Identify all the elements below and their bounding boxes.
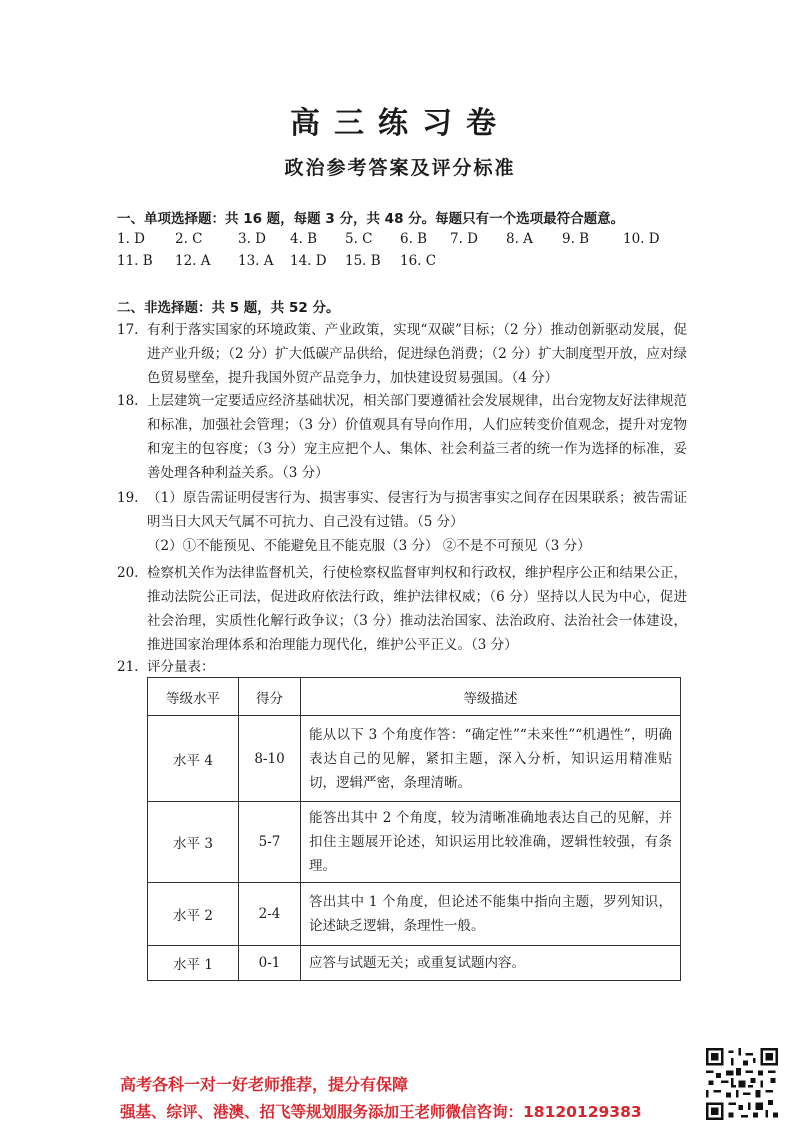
answer-item: 2. C bbox=[175, 231, 203, 247]
score-cell: 5-7 bbox=[239, 802, 301, 883]
answer-item: 15. B bbox=[345, 253, 381, 269]
promo-line-2[interactable]: 强基、综评、港澳、招飞等规划服务添加王老师微信咨询：18120129383 bbox=[120, 1103, 642, 1121]
score-cell: 0-1 bbox=[239, 946, 301, 981]
answer-item: 5. C bbox=[345, 231, 373, 247]
question-answer: 检察机关作为法律监督机关，行使检察权监督审判权和行政权，维护程序公正和结果公正，推动法院公正司法，促进政府依法行政，维护法律权威；（6 分）坚持以人民为中心，促进社会治理，实质性化解行政争议；（3 分）推动法治国家、法治政府、法治社会一体建设，推进国家治理体系和治理能力现代化，维护公平正义。（3 分） bbox=[147, 565, 687, 653]
description-cell: 能从以下 3 个角度作答：“确定性”“未来性”“机遇性”，明确表达自己的见解，紧扣主题，深入分析，知识运用精准贴切，逻辑严密，条理清晰。 bbox=[301, 716, 681, 802]
description-cell: 答出其中 1 个角度，但论述不能集中指向主题，罗列知识，论述缺乏逻辑，条理性一般。 bbox=[301, 883, 681, 946]
level-cell: 水平 4 bbox=[148, 716, 239, 802]
answer-item: 12. A bbox=[175, 253, 211, 269]
answer-part-2: （2）①不能预见、不能避免且不能克服（3 分） ②不是不可预见（3 分） bbox=[147, 538, 591, 554]
score-cell: 8-10 bbox=[239, 716, 301, 802]
answer-item: 16. C bbox=[400, 253, 437, 269]
question-17 bbox=[117, 318, 687, 390]
level-cell: 水平 1 bbox=[148, 946, 239, 981]
answer-part-1: （1）原告需证明侵害行为、损害事实、侵害行为与损害事实之间存在因果联系；被告需证明当日大风天气属不可抗力、自己没有过错。（5 分） bbox=[147, 490, 687, 530]
question-answer bbox=[147, 486, 687, 558]
question-number: 21. bbox=[117, 659, 139, 675]
answer-item: 3. D bbox=[238, 231, 266, 247]
section1-heading: 一、单项选择题：共 16 题，每题 3 分，共 48 分。每题只有一个选项最符合题意。 bbox=[117, 211, 625, 227]
question-answer: 上层建筑一定要适应经济基础状况，相关部门要遵循社会发展规律，出台宠物友好法律规范和标准，加强社会管理；（3 分）价值观具有导向作用，人们应转变价值观念，提升对宠物和宠主的包容度；（3 分）宠主应把个人、集体、社会利益三者的统一作为选择的标准，妥善处理各种利益关系。（3 分） bbox=[147, 393, 687, 481]
answer-item: 10. D bbox=[623, 231, 660, 247]
question-21 bbox=[117, 655, 687, 679]
level-cell: 水平 2 bbox=[148, 883, 239, 946]
question-20 bbox=[117, 561, 687, 657]
answer-item: 1. D bbox=[117, 231, 145, 247]
promo-line-1[interactable]: 高考各科一对一好老师推荐，提分有保障 bbox=[120, 1075, 409, 1094]
answer-item: 9. B bbox=[562, 231, 590, 247]
score-cell: 2-4 bbox=[239, 883, 301, 946]
answer-item: 8. A bbox=[506, 231, 533, 247]
page-title: 高三练习卷 bbox=[290, 106, 510, 141]
question-number: 17. bbox=[117, 322, 139, 338]
question-number: 18. bbox=[117, 393, 139, 409]
table-row bbox=[148, 802, 681, 883]
answer-item: 6. B bbox=[400, 231, 428, 247]
question-18 bbox=[117, 389, 687, 485]
answer-item: 4. B bbox=[290, 231, 318, 247]
column-header: 得分 bbox=[239, 678, 301, 716]
table-row bbox=[148, 883, 681, 946]
rubric-table bbox=[147, 677, 681, 981]
column-header: 等级描述 bbox=[301, 678, 681, 716]
answer-item: 14. D bbox=[290, 253, 327, 269]
section2-heading: 二、非选择题：共 5 题，共 52 分。 bbox=[117, 300, 340, 316]
qr-code-icon[interactable] bbox=[706, 1048, 778, 1120]
answer-item: 13. A bbox=[238, 253, 274, 269]
level-cell: 水平 3 bbox=[148, 802, 239, 883]
question-answer: 有利于落实国家的环境政策、产业政策，实现“双碳”目标；（2 分）推动创新驱动发展，促进产业升级；（2 分）扩大低碳产品供给，促进绿色消费；（2 分）扩大制度型开放，应对绿色贸易壁垒，提升我国外贸产品竞争力，加快建设贸易强国。（4 分） bbox=[147, 322, 687, 386]
table-row bbox=[148, 716, 681, 802]
rubric-label: 评分量表： bbox=[147, 659, 215, 675]
question-number: 19. bbox=[117, 490, 139, 506]
page-subtitle: 政治参考答案及评分标准 bbox=[284, 157, 516, 179]
table-header-row bbox=[148, 678, 681, 716]
description-cell: 应答与试题无关；或重复试题内容。 bbox=[301, 946, 681, 981]
column-header: 等级水平 bbox=[148, 678, 239, 716]
answer-item: 11. B bbox=[117, 253, 153, 269]
question-19 bbox=[117, 486, 687, 558]
question-number: 20. bbox=[117, 565, 139, 581]
answer-item: 7. D bbox=[450, 231, 478, 247]
table-row bbox=[148, 946, 681, 981]
description-cell: 能答出其中 2 个角度，较为清晰准确地表达自己的见解，并扣住主题展开论述，知识运用比较准确，逻辑性较强，有条理。 bbox=[301, 802, 681, 883]
